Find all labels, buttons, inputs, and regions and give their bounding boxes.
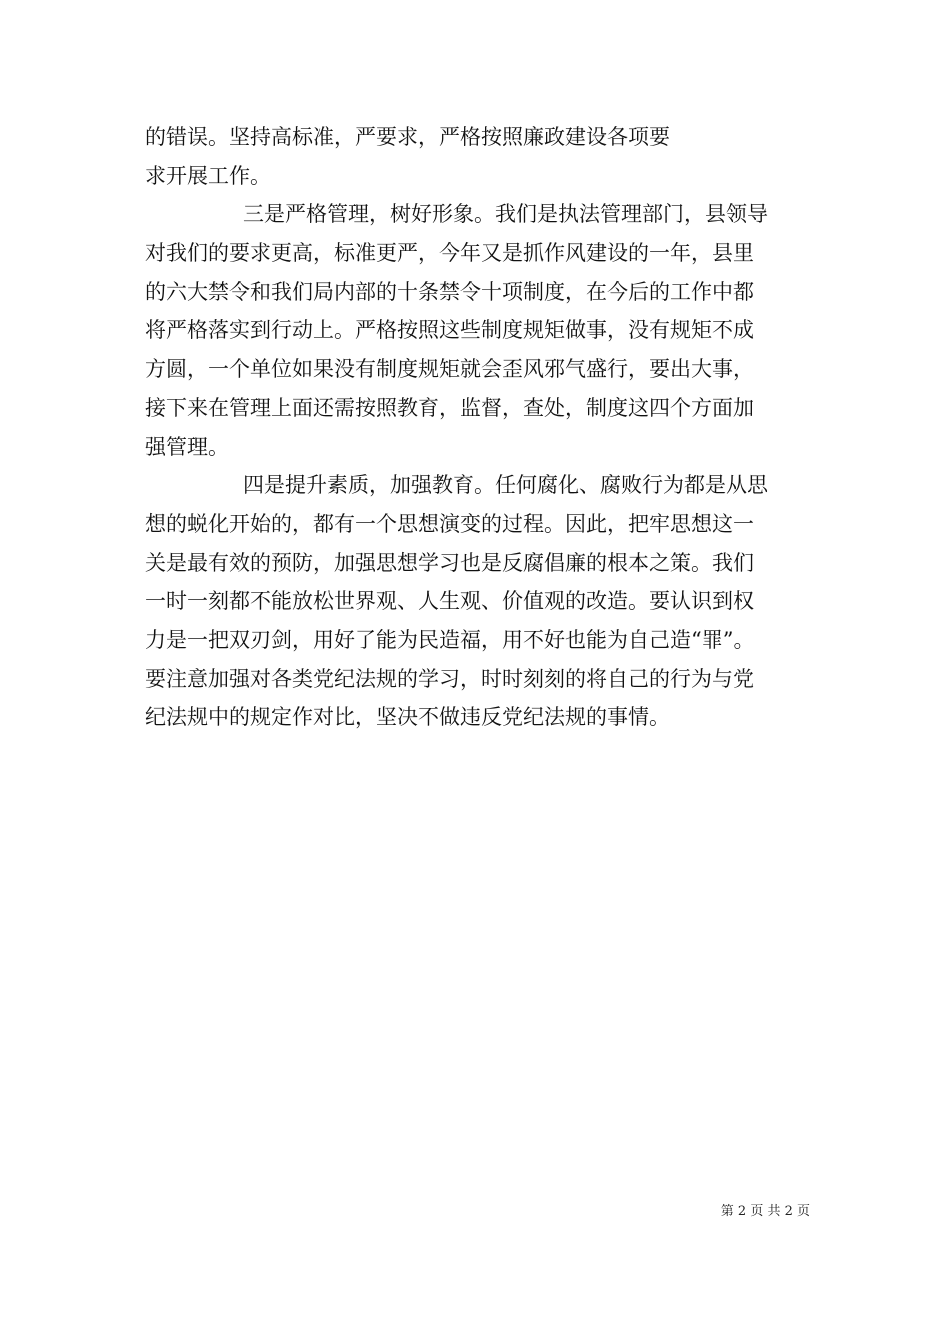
text-line: 将严格落实到行动上。严格按照这些制度规矩做事，没有规矩不成 [145,318,754,343]
text-line: 的六大禁令和我们局内部的十条禁令十项制度，在今后的工作中都 [145,279,754,304]
text-line: 的错误。坚持高标准，严要求，严格按照廉政建设各项要 [145,125,670,149]
document-body [145,118,815,737]
paragraph-start-line: 四是提升素质，加强教育。任何腐化、腐败行为都是从思 [243,473,768,498]
text-line: 纪法规中的规定作对比，坚决不做违反党纪法规的事情。 [145,705,670,730]
text-line: 关是最有效的预防，加强思想学习也是反腐倡廉的根本之策。我们 [145,550,754,575]
text-line: 对我们的要求更高，标准更严，今年又是抓作风建设的一年，县里 [145,241,754,266]
text-line: 要注意加强对各类党纪法规的学习，时时刻刻的将自己的行为与党 [145,666,754,691]
paragraph-start-line: 三是严格管理，树好形象。我们是执法管理部门，县领导 [243,202,768,227]
text-line: 一时一刻都不能放松世界观、人生观、价值观的改造。要认识到权 [145,589,754,614]
text-line: 接下来在管理上面还需按照教育，监督，查处，制度这四个方面加 [145,395,754,420]
text-line: 力是一把双刃剑，用好了能为民造福，用不好也能为自己造“罪”。 [145,627,755,652]
page-number-footer: 第 2 页 共 2 页 [720,1204,810,1219]
text-line: 方圆，一个单位如果没有制度规矩就会歪风邪气盛行，要出大事， [145,357,754,382]
text-line: 想的蜕化开始的，都有一个思想演变的过程。因此，把牢思想这一 [145,511,754,536]
text-line: 求开展工作。 [145,163,271,188]
text-line: 强管理。 [145,434,229,459]
